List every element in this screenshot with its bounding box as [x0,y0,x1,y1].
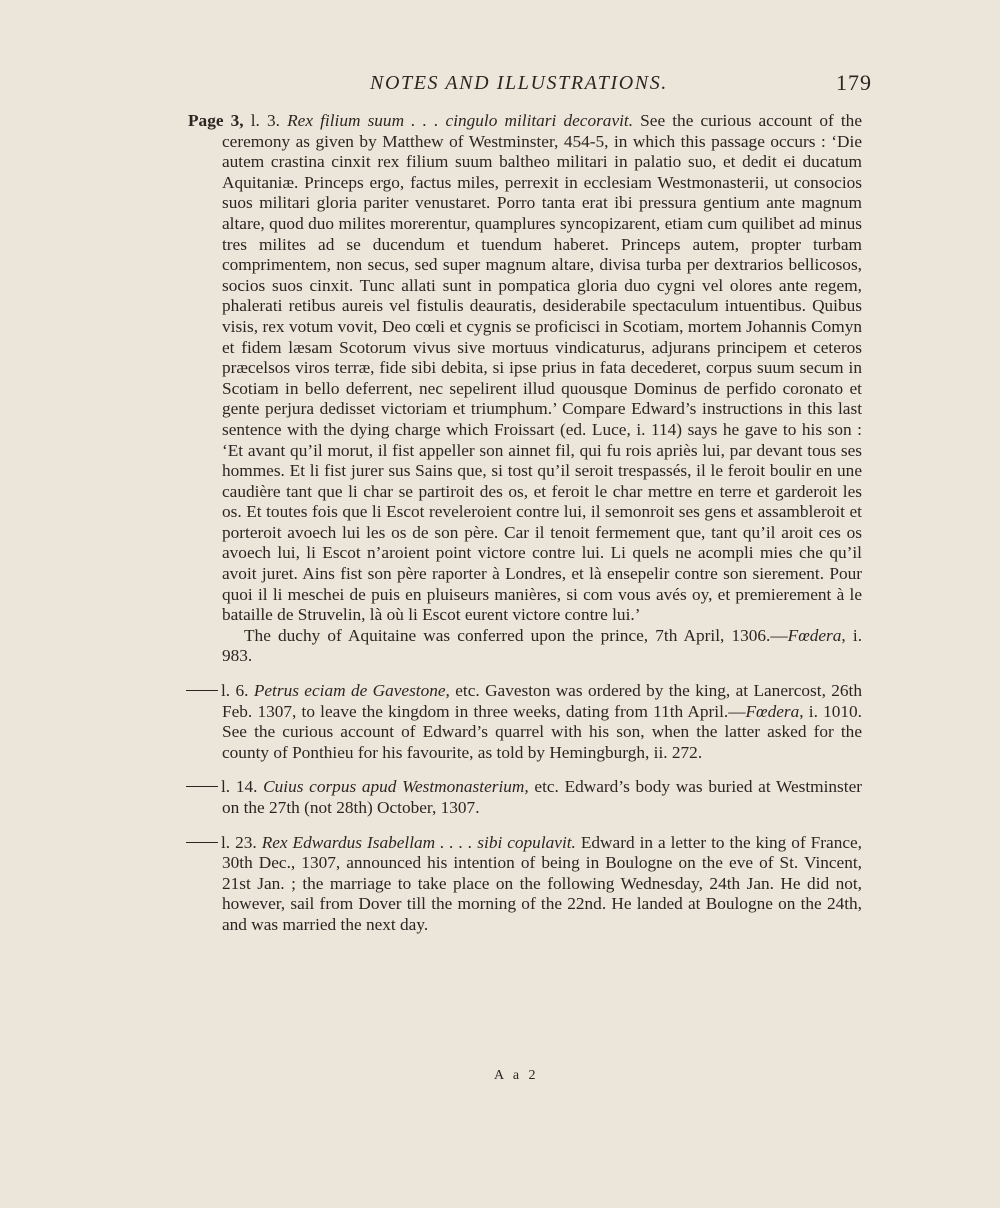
note-page-3-line-3 [188,111,862,626]
note-line-reference: l. 23. [221,832,257,852]
signature-mark: A a 2 [494,1068,539,1083]
ditto-dash [186,690,218,691]
page-header [222,70,872,106]
ditto-dash [186,842,218,843]
continuation-tail: , i. 983. [222,625,863,666]
note-page-reference: Page 3, [188,111,244,130]
running-title: NOTES AND ILLUSTRATIONS. [370,72,668,94]
page-number: 179 [836,70,872,95]
note-text: See the curious account of the ceremony as given by Matthew of Westminster, 454-5, in which this passage occurs : ‘Die autem crastina cinxit rex filium suum baltheo militari in palatio suo, et dedit ei ducatum Aquitaniæ. Princeps ergo, factus miles, perrexit in ecclesiam Westmonasterii, ut consocios suos militari gloria pariter venustaret. Porro tanta erat ibi pressura gentium ante magnum altare, quod duo milites morerentur, quamplures syncopizarent, etiam cum quilibet ad minus tres milites ad se ducendum et tuendum haberet. Princeps autem, propter turbam comprimentem, non secus, sed super magnum altare, divisa turba per dextrarios bellicosos, socios suos cinxit. Tunc allati sunt in pompatica gloria duo cygni vel olores ante regem, phalerati retibus aureis vel fistulis deauratis, desiderabile spectaculum intuentibus. Quibus visis, rex votum vovit, Deo cœli et cygnis se proficisci in Scotiam, mortem Johannis Comyn et fidem læsam Scotorum vivus sive mortuus vindicaturus, adjurans principem et ceteros præcelsos viros terræ, fide sibi debita, si ipse prius in fata decederet, corpus suum secum in Scotiam in bello deferrent, nec sepelirent illud quousque Dominus de perfido coronato et gente perjura dedisset victoriam et triumphum.’ Compare Edward’s instructions in this last sentence with the dying charge which Froissart (ed. Luce, i. 114) says he gave to his son : ‘Et avant qu’il morut, il fist appeller son ainnet fil, qui fu rois apriès lui, par devant tous ses hommes. Et li fist jurer sus Sains que, si tost qu’il seroit trespassés, il le feroit boulir en une caudière tant que li char se partiroit des os, et feroit le char mettre en terre et garderoit les os. Et toutes fois que li Escot reveleroient contre lui, il semonroit ses gens et assambleroit et porteroit avoech lui les os de son père. Car il tenoit fermement que, tant qu’il aroit ces os avoech lui, li Escot n’aroient point victore contre lui. Li quels ne acompli mies che qu’il avoit juret. Ains fist son père raporter à Londres, et là ensepelir contre son sierement. Pour quoi il li meschei de puis en pluiseurs manières, si com vous avés oy, et premierement à le bataille de Struvelin, là où li Escot eurent victore contre lui.’ [222,111,862,625]
note-line-reference: l. 3. [243,111,280,130]
note-text-tail: , i. 1010. See the curious account of Edward’s quarrel with his son, when the latter asked for the county of Ponthieu for his favourite, as told by Hemingburgh, ii. 272. [222,701,862,762]
note-quotation: Rex filium suum . . . cingulo militari decoravit. [287,111,634,130]
note-source: Fœdera [745,701,800,721]
note-line-14 [222,777,862,818]
ditto-dash [186,786,218,787]
note-line-reference: l. 14. [221,777,258,797]
note-text: etc. Edward’s body was buried at Westminster on the 27th (not 28th) October, 1307. [222,777,862,817]
note-quotation: Cuius corpus apud Westmonasterium, [263,777,529,797]
note-continuation [222,626,862,667]
note-text: Edward in a letter to the king of France, 30th Dec., 1307, announced his intention of being in Boulogne on the eve of St. Vincent, 21st Jan. ; the marriage to take place on the following Wednesday, 24th Jan. He did not, however, sail from Dover till the morning of the 22nd. He landed at Boulogne on the 24th, and was married the next day. [222,832,863,934]
continuation-source: Fœdera [787,625,842,645]
note-text: etc. Gaveston was ordered by the king, at Lanercost, 26th Feb. 1307, to leave the kingdom in three weeks, dating from 11th April.— [222,681,862,721]
note-line-6 [222,681,862,763]
note-quotation: Rex Edwardus Isabellam . . . . sibi copulavit. [261,832,576,852]
note-line-23 [222,833,862,936]
note-quotation: Petrus eciam de Gavestone, [253,681,450,701]
note-line-reference: l. 6. [221,681,249,701]
notes-body [188,111,863,936]
continuation-text: The duchy of Aquitaine was conferred upon the prince, 7th April, 1306.— [244,625,788,645]
